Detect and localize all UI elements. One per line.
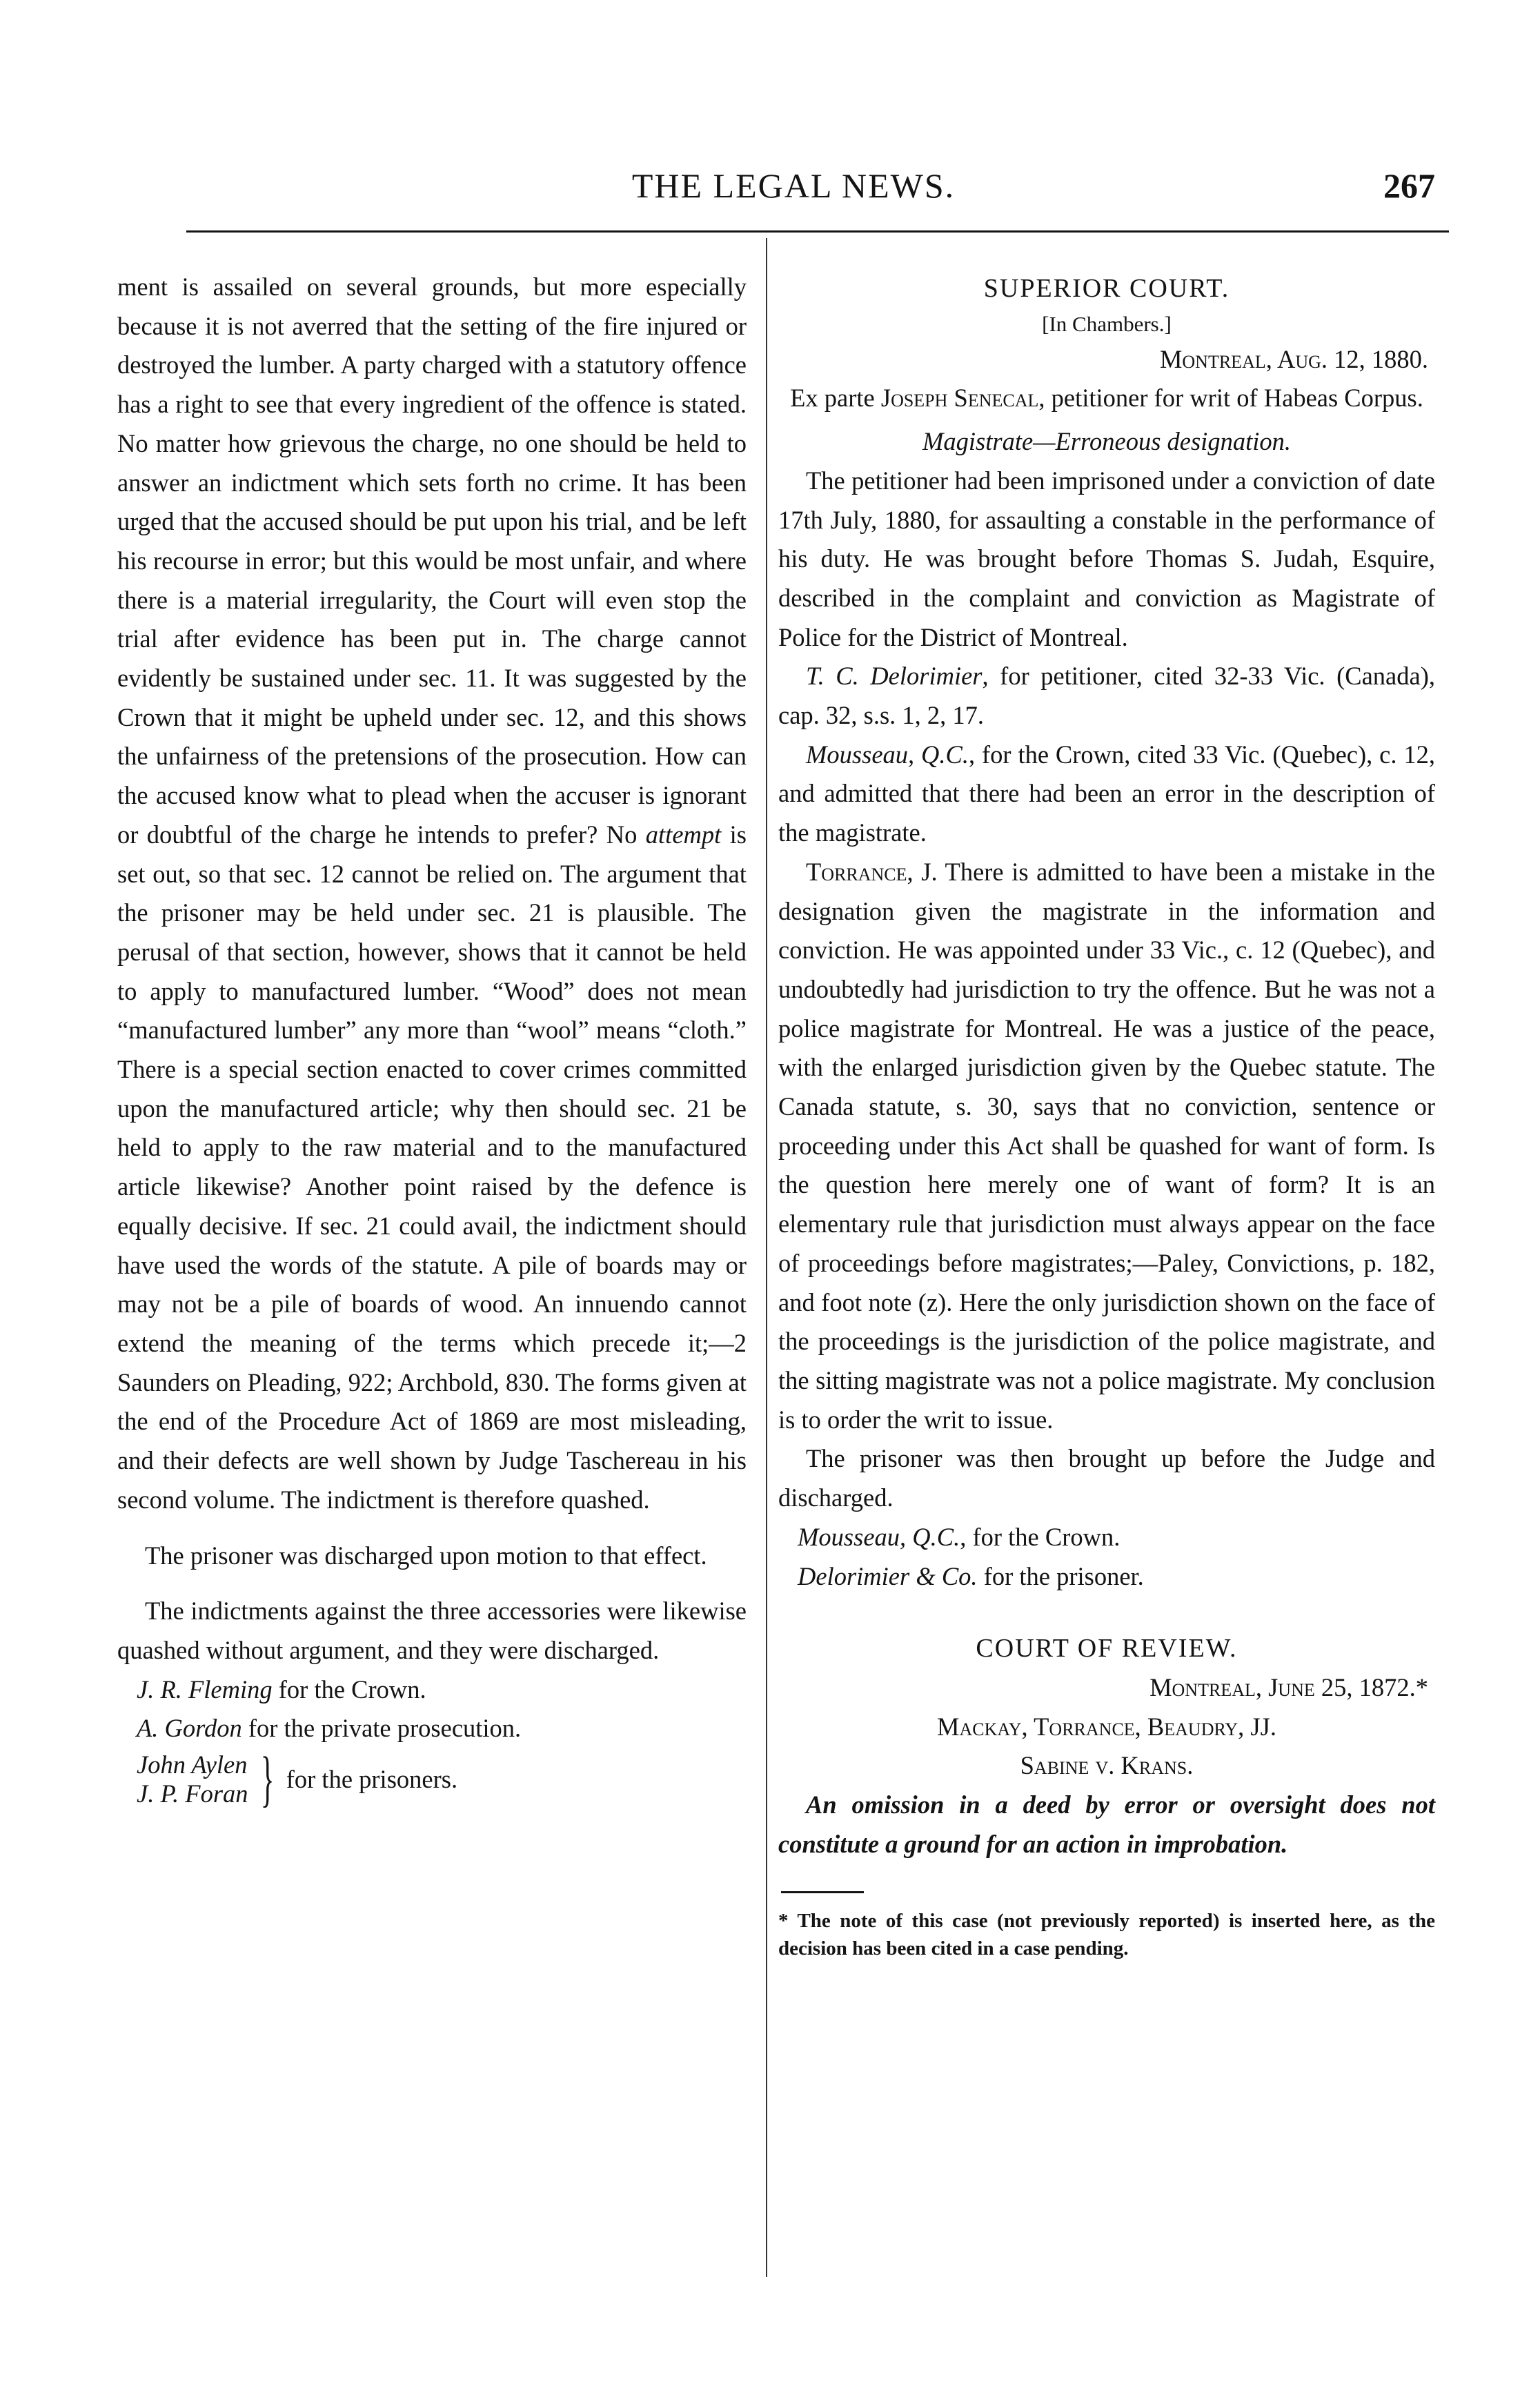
facts-paragraph: The petitioner had been imprisoned under a conviction of date 17th July, 1880, for assaulting a constable in the performance of his duty. He was brought before Thomas S. Judah, Esquire, described in the complaint and conviction as Magistrate of Police for the District of Montreal.: [778, 466, 1435, 651]
judgment-paragraph: [117, 268, 747, 1520]
italic-word: attempt: [645, 820, 722, 849]
headnote: An omission in a deed by error or oversight does not constitute a ground for an action in improbation.: [778, 1790, 1435, 1858]
right-column: [778, 269, 1435, 1962]
case-suffix: , petitioner for writ of Habeas Corpus.: [1038, 384, 1423, 413]
counsel-crown: [117, 1670, 747, 1710]
counsel-role: for the Crown.: [272, 1675, 426, 1704]
accessories-paragraph: The indictments against the three accessories were likewise quashed without argument, and they were discharged.: [117, 1597, 747, 1664]
counsel-name: Mousseau, Q.C.: [806, 740, 969, 769]
judgment-paragraph: [778, 853, 1435, 1440]
case-title: [778, 379, 1435, 418]
court-heading: COURT OF REVIEW.: [976, 1634, 1238, 1663]
counsel-role: for the private prosecution.: [241, 1714, 522, 1743]
discharge-paragraph: The prisoner was discharged upon motion to that effect.: [145, 1541, 707, 1570]
counsel-name: John Aylen: [137, 1750, 248, 1779]
counsel-name: Mousseau, Q.C.: [798, 1522, 960, 1551]
counsel-name: Delorimier & Co.: [798, 1561, 978, 1590]
party-name: Joseph Senecal: [880, 384, 1039, 413]
chambers-note: [In Chambers.]: [1042, 311, 1172, 336]
counsel-role: for the prisoner.: [977, 1561, 1144, 1590]
column-divider: [766, 238, 767, 2277]
left-column: [117, 268, 747, 1814]
headnote: Magistrate—Erroneous designation.: [922, 427, 1291, 456]
case-prefix: Ex parte: [790, 384, 881, 413]
counsel-name: A. Gordon: [137, 1714, 242, 1743]
outcome-paragraph: The prisoner was then brought up before the Judge and discharged.: [778, 1444, 1435, 1512]
counsel-names: [137, 1750, 248, 1808]
crown-citation: [778, 736, 1435, 853]
court-heading: SUPERIOR COURT.: [983, 274, 1230, 303]
footnote: * The note of this case (not previously reported) is inserted here, as the decision has been cited in a case pending.: [778, 1910, 1435, 1960]
counsel-name: T. C. Delorimier: [806, 662, 983, 691]
page-number: 267: [1383, 166, 1435, 205]
counsel-prisoner: [778, 1557, 1435, 1597]
counsel-crown: [778, 1518, 1435, 1557]
running-header: [138, 166, 1449, 221]
citation-text: , for petitioner, cited 32-33 Vic. (Canada), cap. 32, s.s. 1, 2, 17.: [778, 662, 1435, 730]
place-date: Montreal, Aug. 12, 1880.: [1159, 344, 1428, 373]
brace-glyph: }: [260, 1745, 274, 1814]
header-rule: [186, 230, 1449, 233]
counsel-role: , for the Crown.: [960, 1522, 1121, 1551]
counsel-private: [117, 1709, 747, 1748]
case-title: Sabine v. Krans.: [1020, 1751, 1194, 1780]
counsel-name: J. P. Foran: [137, 1779, 248, 1808]
counsel-role: for the prisoners.: [286, 1764, 458, 1793]
judgment-text: There is admitted to have been a mistake in the designation given the magistrate in the information and conviction. He was appointed under 33 Vic., c. 12 (Quebec), and undoubtedly had jurisdiction to try the offence. But he was not a police magistrate for Montreal. He was a justice of the peace, with the enlarged jurisdiction given by the Quebec statute. The Canada statute, s. 30, says that no conviction, sentence or proceeding under this Act shall be quashed for want of form. Is the question here merely one of want of form? It is an elementary rule that jurisdiction must always appear on the face of proceedings before magistrates;—Paley, Convictions, p. 182, and foot note (z). Here the only jurisdiction shown on the face of the proceedings is the jurisdiction of the police magistrate, and the sitting magistrate was not a police magistrate. My conclusion is to order the writ to issue.: [778, 857, 1435, 1434]
journal-title: THE LEGAL NEWS.: [631, 166, 956, 205]
judge-name: Torrance, J.: [806, 857, 938, 886]
counsel-name: J. R. Fleming: [137, 1675, 273, 1704]
counsel-prisoners: [117, 1745, 747, 1814]
judges-line: Mackay, Torrance, Beaudry, JJ.: [937, 1712, 1276, 1741]
petitioner-citation: [778, 657, 1435, 735]
paragraph-text-cont: is set out, so that sec. 12 cannot be relied on. The argument that the prisoner may be held under sec. 21 is plausible. The perusal of that section, however, shows that it cannot be held to apply to manufactured lumber. “Wood” does not mean “manufactured lumber” any more than “wool” means “cloth.” There is a special section enacted to cover crimes committed upon the manufactured article; why then should sec. 21 be held to apply to the raw material and to the manufactured article likewise? Another point raised by the defence is equally decisive. If sec. 21 could avail, the indictment should have used the words of the statute. A pile of boards may or may not be a pile of boards of wood. An innuendo cannot extend the meaning of the terms which precede it;—2 Saunders on Pleading, 922; Archbold, 830. The forms given at the end of the Procedure Act of 1869 are most misleading, and their defects are well shown by Judge Taschereau in his second volume. The indictment is therefore quashed.: [117, 820, 747, 1514]
citation-text: , for the Crown, cited 33 Vic. (Quebec), c. 12, and admitted that there had been an error in the description of the magistrate.: [778, 740, 1435, 847]
footnote-rule: [781, 1891, 864, 1893]
paragraph-text: ment is assailed on several grounds, but more especially because it is not averred that the setting of the fire injured or destroyed the lumber. A party charged with a statutory offence has a right to see that every ingredient of the offence is stated. No matter how grievous the charge, no one should be held to answer an indictment which sets forth no crime. It has been urged that the accused should be put upon his trial, and be left his recourse in error; but this would be most unfair, and where there is a material irregularity, the Court will even stop the trial after evidence has been put in. The charge cannot evidently be sustained under sec. 11. It was suggested by the Crown that it might be upheld under sec. 12, and this shows the unfairness of the pretensions of the prosecution. How can the accused know what to plead when the accuser is ignorant or doubtful of the charge he intends to prefer? No: [117, 273, 747, 849]
place-date: Montreal, June 25, 1872.*: [1149, 1672, 1428, 1701]
